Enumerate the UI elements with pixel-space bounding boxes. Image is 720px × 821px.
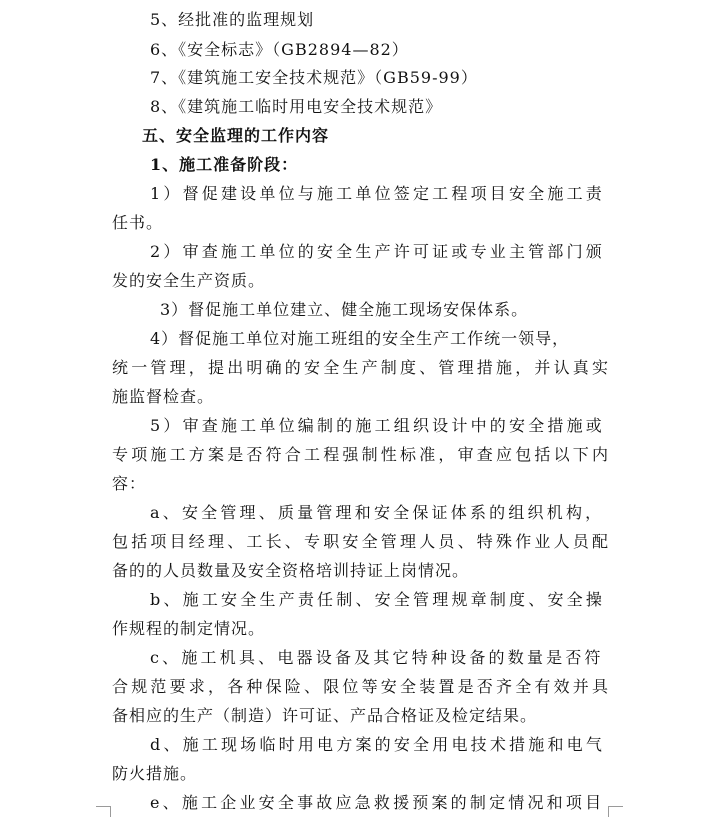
paragraph-line: 1）督促建设单位与施工单位签定工程项目安全施工责 xyxy=(150,184,605,203)
paragraph-line: b、施工安全生产责任制、安全管理规章制度、安全操 xyxy=(150,590,606,609)
page-margin-marker-left xyxy=(96,806,111,817)
subsection-heading: 1、施工准备阶段： xyxy=(150,155,299,174)
paragraph-line: 防火措施。 xyxy=(112,764,198,783)
list-item-8: 8、《建筑施工临时用电安全技术规范》 xyxy=(150,97,443,116)
paragraph-line: d、施工现场临时用电方案的安全用电技术措施和电气 xyxy=(150,735,606,754)
list-item-6: 6、《安全标志》（GB2894—82） xyxy=(150,40,409,59)
paragraph-line: 5）审查施工单位编制的施工组织设计中的安全措施或 xyxy=(150,416,605,435)
paragraph-line: c、施工机具、电器设备及其它特种设备的数量是否符 xyxy=(150,648,604,667)
list-item-7: 7、《建筑施工安全技术规范》（GB59-99） xyxy=(150,68,478,87)
paragraph-line: 3）督促施工单位建立、健全施工现场安保体系。 xyxy=(160,300,529,319)
paragraph-line: 备相应的生产（制造）许可证、产品合格证及检定结果。 xyxy=(112,706,538,725)
paragraph-line: a、安全管理、质量管理和安全保证体系的组织机构， xyxy=(150,503,605,522)
paragraph-line: 2）审查施工单位的安全生产许可证或专业主管部门颁 xyxy=(150,242,605,261)
paragraph-line: 包括项目经理、工长、专职安全管理人员、特殊作业人员配 xyxy=(112,532,612,551)
paragraph-line: 发的安全生产资质。 xyxy=(112,271,266,290)
paragraph-line: 备的的人员数量及安全资格培训持证上岗情况。 xyxy=(112,561,470,580)
paragraph-line: 施监督检查。 xyxy=(112,387,215,406)
paragraph-line: 专项施工方案是否符合工程强制性标准，审查应包括以下内 xyxy=(112,445,612,464)
list-item-5: 5、经批准的监理规划 xyxy=(150,10,315,29)
paragraph-line: 容： xyxy=(112,474,147,493)
page-margin-marker-right xyxy=(608,806,623,817)
paragraph-line: 任书。 xyxy=(112,213,164,232)
paragraph-line: 统一管理，提出明确的安全生产制度、管理措施，并认真实 xyxy=(112,358,612,377)
paragraph-line: 合规范要求，各种保险、限位等安全装置是否齐全有效并具 xyxy=(112,677,612,696)
paragraph-line: 4）督促施工单位对施工班组的安全生产工作统一领导， xyxy=(150,329,570,348)
section-heading: 五、安全监理的工作内容 xyxy=(142,126,330,145)
paragraph-line: 作规程的制定情况。 xyxy=(112,619,266,638)
paragraph-line: e、施工企业安全事故应急救援预案的制定情况和项目 xyxy=(150,793,605,812)
